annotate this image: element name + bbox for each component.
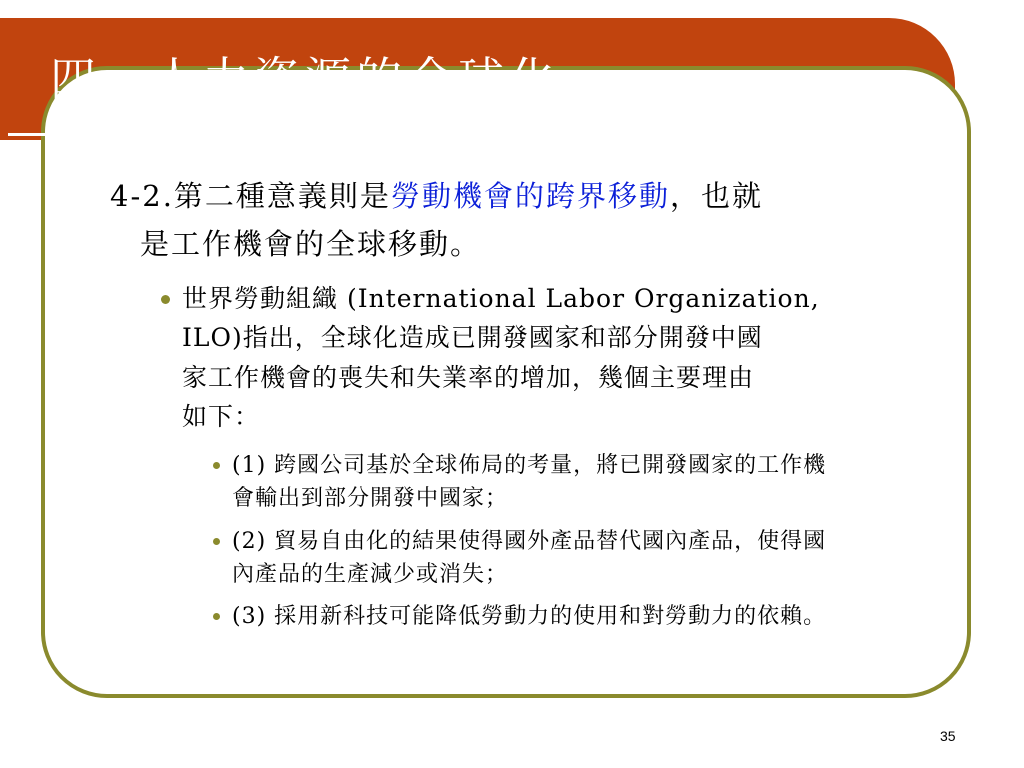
title-rule: [8, 133, 913, 136]
page-number: 35: [940, 728, 956, 744]
slide-title: 四、人力資源的全球化: [50, 52, 560, 106]
level1-text-post: ，也就: [669, 179, 763, 213]
level2-line-4: 如下：: [182, 402, 261, 431]
bullet-dot: [213, 538, 220, 545]
level2-line-3: 家工作機會的喪失和失業率的增加，幾個主要理由: [182, 363, 755, 392]
sub-bullet-1-line-2: 會輸出到部分開發中國家；: [232, 486, 509, 511]
level1-line-2: 是工作機會的全球移動。: [140, 227, 482, 261]
level1-line-1: [110, 178, 763, 214]
level1-highlight: 勞動機會的跨界移動: [390, 179, 670, 213]
bullet-dot: [161, 295, 170, 304]
sub-bullet-3-line-1: (3) 採用新科技可能降低勞動力的使用和對勞動力的依賴。: [232, 604, 827, 629]
sub-bullet-2-line-1: (2) 貿易自由化的結果使得國外產品替代國內產品，使得國: [232, 529, 827, 554]
bullet-dot: [213, 613, 220, 620]
level1-label: 4-2.: [110, 179, 174, 213]
sub-bullet-1-line-1: (1) 跨國公司基於全球佈局的考量，將已開發國家的工作機: [232, 453, 827, 478]
sub-bullet-2-line-2: 內產品的生產減少或消失；: [232, 562, 509, 587]
bullet-dot: [213, 462, 220, 469]
level1-text-pre: 第二種意義則是: [173, 179, 391, 213]
level2-line-1: 世界勞動組織 (International Labor Organization,: [182, 284, 820, 313]
level2-line-2: ILO)指出，全球化造成已開發國家和部分開發中國: [182, 323, 763, 352]
